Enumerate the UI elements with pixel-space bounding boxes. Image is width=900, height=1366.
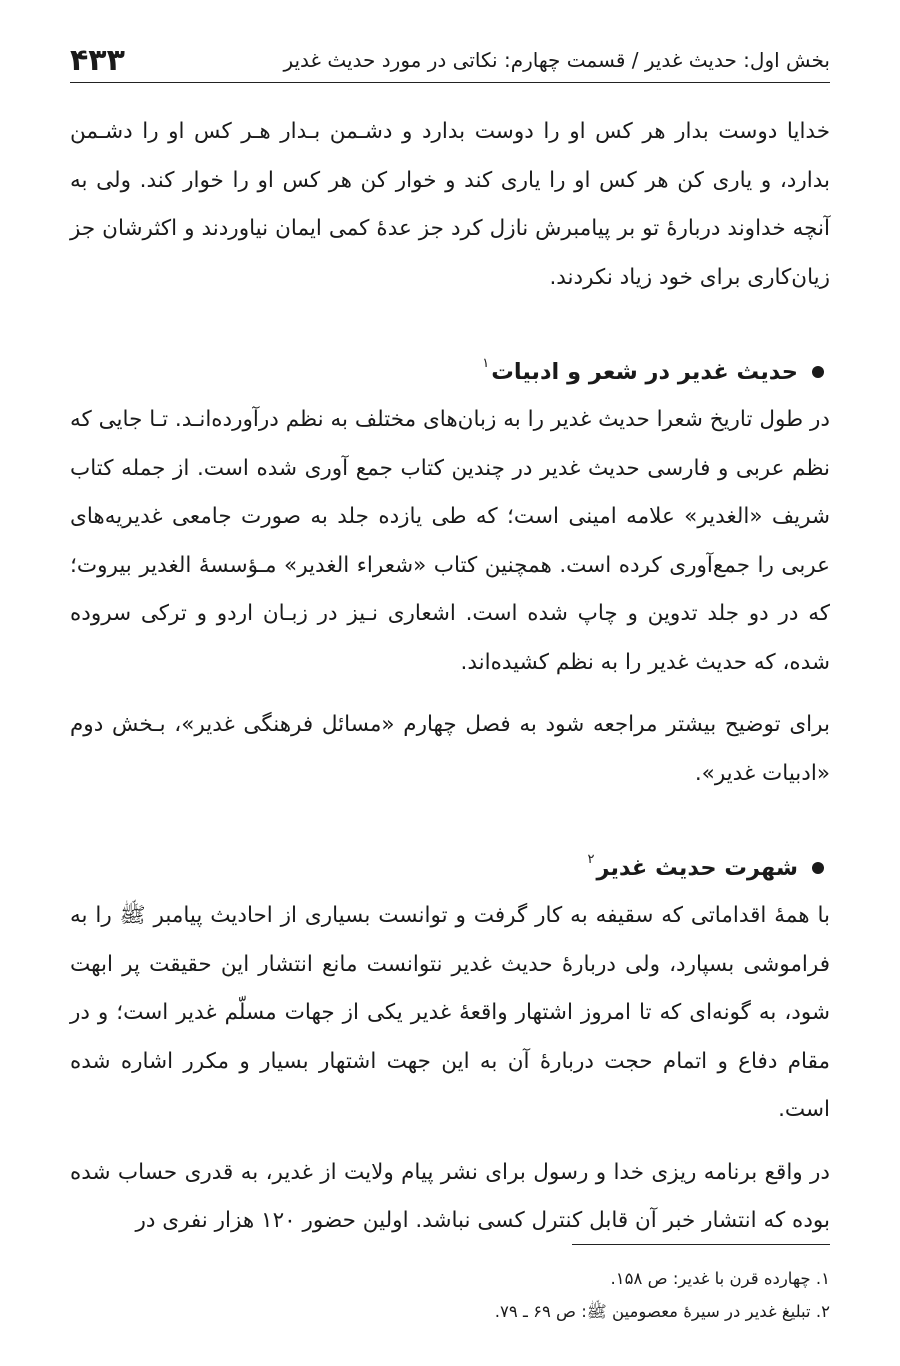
section-heading-poetry	[70, 348, 830, 396]
bullet-icon	[812, 862, 824, 874]
footnotes	[70, 1262, 830, 1328]
page-number: ۴۳۳	[70, 43, 125, 78]
footnote-divider	[572, 1244, 830, 1245]
paragraph: در واقع برنامه ریزی خدا و رسول برای نشر پیام ولایت از غدیر، به قدری حساب شده بوده که انتشار خبر آن قابل کنترل کسی نباشد. اولین حضور ۱۲۰ هزار نفری در	[70, 1159, 830, 1233]
footnote-2: ۲. تبلیغ غدیر در سیرهٔ معصومین ﷺ: ص ۶۹ ـ ۷۹.	[494, 1302, 830, 1321]
bullet-icon	[812, 366, 824, 378]
section-heading-fame	[70, 844, 830, 892]
main-content	[70, 108, 830, 1246]
footnote-ref-2[interactable]: ۲	[587, 852, 595, 867]
running-header	[70, 34, 830, 83]
section-heading-text: شهرت حدیث غدیر	[596, 855, 798, 881]
paragraph: برای توضیح بیشتر مراجعه شود به فصل چهارم «مسائل فرهنگی غدیر»، بـخش دوم «ادبیات غدیر».	[70, 712, 830, 786]
paragraph: در طول تاریخ شعرا حدیث غدیر را به زبان‌های مختلف به نظم درآورده‌انـد. تـا جایی که نظم عربی و فارسی حدیث غدیر در چندین کتاب جمع آوری شده است. از جمله کتاب شریف «الغدیر» علامه امینی است؛ که طی یازده جلد به صورت جامعی غدیریه‌های عربی را جمع‌آوری کرده است. همچنین کتاب «شعراء الغدیر» مـؤسسهٔ الغدیر بیروت؛ که در دو جلد تدوین و چاپ شده است. اشعاری نـیز در زبـان اردو و ترکی سروده شده، که حدیث غدیر را به نظم کشیده‌اند.	[70, 407, 830, 675]
paragraph: با همهٔ اقداماتی که سقیفه به کار گرفت و توانست بسیاری از احادیث پیامبر ﷺ را به فراموشی بسپارد، ولی دربارهٔ حدیث غدیر نتوانست مانع انتشار این حقیقت پر ابهت شود، به گونه‌ای که تا امروز اشتهار واقعهٔ غدیر یکی از جهات مسلّم غدیر است؛ و در مقام دفاع و اتمام حجت دربارهٔ آن به این جهت اشتهار بسیار و مکرر اشاره شده است.	[70, 903, 830, 1122]
header-title: بخش اول: حدیث غدیر / قسمت چهارم: نکاتی در مورد حدیث غدیر	[283, 48, 830, 72]
intro-paragraph: خدایا دوست بدار هر کس او را دوست بدارد و دشـمن بـدار هـر کس او را دشـمن بدارد، و یاری کن هر کس او را یاری کند و خوار کن هر کس او را خوار کند. ولی به آنچه خداوند دربارهٔ تو بر پیامبرش نازل کرد جز عدهٔ کمی ایمان نیاوردند و اکثرشان جز زیان‌کاری برای خود زیاد نکردند.	[70, 119, 830, 290]
footnote-1: ۱. چهارده قرن با غدیر: ص ۱۵۸.	[610, 1269, 830, 1288]
footnote-ref-1[interactable]: ۱	[482, 356, 490, 371]
section-heading-text: حدیث غدیر در شعر و ادبیات	[491, 359, 798, 385]
